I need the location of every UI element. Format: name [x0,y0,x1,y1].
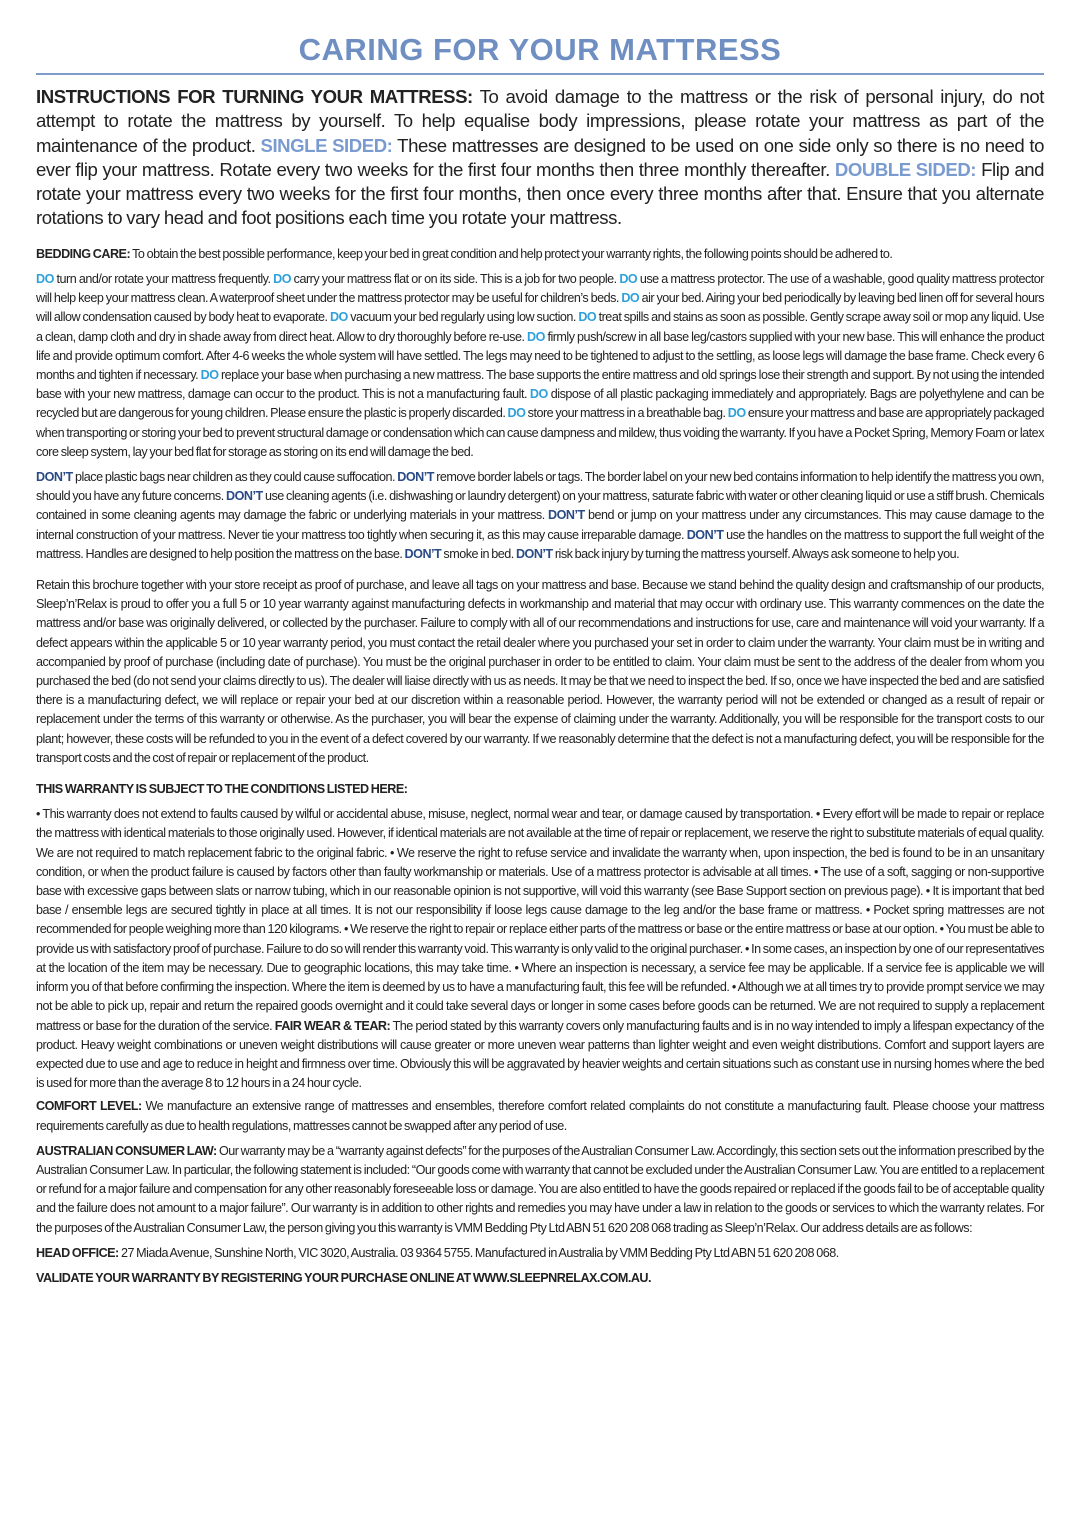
do-item: store your mattress in a breathable bag. [525,406,728,421]
dont-item: place plastic bags near children as they could cause suffocation. [72,470,398,485]
comfort-level-paragraph [36,1097,1044,1135]
comfort-level-heading: COMFORT LEVEL: [36,1099,142,1114]
bedding-care-text: To obtain the best possible performance, keep your bed in great condition and help protect your warranty rights, the following points should be adhered to. [130,246,893,261]
dont-paragraph [36,468,1044,564]
consumer-law-heading: AUSTRALIAN CONSUMER LAW: [36,1143,217,1158]
bedding-care-heading: BEDDING CARE: [36,246,131,261]
dont-item: use cleaning agents (i.e. dishwashing or laundry detergent) on your mattress, saturate fabric with water or other cleaning liquid or use a stiff brush. Chemicals contained in some cleaning agents may damage the fabric or underlying materials in your mattress. [36,489,1044,523]
single-sided-label: SINGLE SIDED: [260,134,393,156]
do-label: DO [619,271,638,286]
consumer-law-paragraph [36,1142,1044,1238]
consumer-law-text: Our warranty may be a “warranty against defects” for the purposes of the Australian Consumer Law. Accordingly, this section sets out the information prescribed by the Australian Consumer Law. In particular, the following statement is included: “Our goods come with warranty that cannot be excluded under the Australian Consumer Law. You are entitled to a replacement or refund for a major failure and compensation for any other reasonably foreseeable loss or damage. You are also entitled to have the goods repaired or replaced if the goods fail to be of acceptable quality and the failure does not amount to a major failure”. Our warranty is in addition to other rights and remedies you may have under a law in relation to the goods or services to which the warranty relates. For the purposes of the Australian Consumer Law, the person giving you this warranty is VMM Bedding Pty Ltd ABN 51 620 208 068 trading as Sleep’n’Relax. Our address details are as follows: [36,1143,1044,1235]
head-office-paragraph [36,1244,1044,1263]
dont-label: DON’T [397,470,434,485]
dont-item: remove border labels or tags. The border label on your new bed contains information to help identify the mattress you own, should you have any future concerns. [36,470,1044,504]
do-label: DO [36,271,54,286]
turning-heading: INSTRUCTIONS FOR TURNING YOUR MATTRESS: [36,86,473,107]
dont-item: bend or jump on your mattress under any circumstances. This may cause damage to the internal construction of your mattress. Never tie your mattress too tightly when securing it, as this may cause irreparable damage. [36,508,1044,542]
fair-wear-text: The period stated by this warranty covers only manufacturing faults and is in no way intended to imply a lifespan expectancy of the product. Heavy weight combinations or uneven weight distributions will cause greater or more uneven wear patterns than lighter weight and even weight distributions. Comfort and support layers are expected due to use and age to reduce in height and firmness over time. Obviously this will be aggravated by heavier weights and certain situations such as constant use in nursing homes where the bed is used for more than the average 8 to 12 hours in a 24 hour cycle. [36,1018,1044,1091]
conditions-paragraph [36,805,1044,1093]
do-item: air your bed. Airing your bed periodically by leaving bed linen off for several hours will allow condensation caused by body heat to evaporate. [36,291,1044,325]
do-label: DO [529,387,548,402]
document-page [36,30,1044,1294]
dont-label: DON’T [36,470,73,485]
dont-label: DON’T [226,489,263,504]
do-label: DO [329,310,348,325]
do-item: firmly push/screw in all base leg/castors supplied with your new base. This will enhance the product life and provide optimum comfort. After 4-6 weeks the whole system will have settled. The legs may need to be tightened to adjust to the settling, as loose legs will damage the base frame. Check every 6 months and tighten if necessary. [36,329,1044,382]
do-item: dispose of all plastic packaging immediately and appropriately. Bags are polyethylene and can be recycled but are dangerous for young children. Please ensure the plastic is properly discarded. [36,387,1044,421]
single-sided-text: These mattresses are designed to be used on one side only so there is no need to ever flip your mattress. Rotate every two weeks for the first four months then three monthly thereafter. [36,134,1044,180]
do-label: DO [200,368,219,382]
dont-item: use the handles on the mattress to support the full weight of the mattress. Handles are designed to help position the mattress on the base. [36,527,1044,561]
do-label: DO [273,271,292,286]
dont-label: DON’T [515,546,553,561]
dont-label: DON’T [404,546,442,561]
do-label: DO [727,406,746,421]
conditions-text: • This warranty does not extend to faults caused by wilful or accidental abuse, misuse, neglect, normal wear and tear, or damage caused by transportation. • Every effort will be made to repair or replace the mattress with identical materials to those originally used. However, if identical materials are not available at the time of repair or replacement, we reserve the right to substitute materials of equal quality. We are not required to match replacement fabric to the original fabric. • We reserve the right to refuse service and invalidate the warranty when, upon inspection, the bed is found to be in an unsanitary condition, or when the product failure is caused by factors other than faulty workmanship or materials. Use of a mattress protector is advisable at all times. • The use of a soft, sagging or non-supportive base with excessive gaps between slats or narrow tubing, which in our reasonable opinion is not supportive, will void this warranty (see Base Support section on previous page). • It is important that bed base / ensemble legs are secured tightly in place at all times. It is not our responsibility if loose legs cause damage to the leg and/or the base frame or mattress. • Pocket spring mattresses are not recommended for people weighing more than 120 kilograms. • We reserve the right to repair or replace either parts of the mattress or base or the entire mattress or base at our option. • You must be able to provide us with satisfactory proof of purchase. Failure to do so will render this warranty void. This warranty is only valid to the original purchaser. • In some cases, an inspection by one of our representatives at the location of the item may be necessary. Due to geographic locations, this may take time. • Where an inspection is necessary, a service fee may be applicable. If a service fee is applicable we will inform you of that before confirming the inspection. Where the item is deemed by us to have a manufacturing fault, this fee will be refunded. • Although we at all times try to provide prompt service we may not be able to pick up, repair and return the repaired goods overnight and it could take several days or longer in some cases before goods can be returned. We are not required to supply a replacement mattress or base for the duration of the service. [36,807,1044,1033]
head-office-text: 27 Miada Avenue, Sunshine North, VIC 3020, Australia. 03 9364 5755. Manufactured in Australia by VMM Bedding Pty Ltd ABN 51 620 208 068. [118,1245,839,1260]
dont-item: smoke in bed. [441,546,516,561]
head-office-heading: HEAD OFFICE: [36,1245,119,1260]
comfort-level-text: We manufacture an extensive range of mattresses and ensembles, therefore comfort related complaints do not constitute a manufacturing fault. Please choose your mattress requirements carefully as due to health regulations, mattresses cannot be swapped after any period of use. [36,1099,1044,1133]
double-sided-label: DOUBLE SIDED: [834,158,977,180]
double-sided-text: Flip and rotate your mattress every two weeks for the first four months, then once every three months after that. Ensure that you alternate rotations to vary head and foot positions each time you rotate your mattress. [36,158,1045,229]
warranty-paragraph: Retain this brochure together with your store receipt as proof of purchase, and leave all tags on your mattress and base. Because we stand behind the quality design and craftsmanship of our products, Sleep’n’Relax is proud to offer you a full 5 or 10 year warranty against manufacturing defects in workmanship and material that may occur with ordinary use. This warranty commences on the date the mattress and/or base was originally delivered, or collected by the purchaser. Failure to comply with all of our recommendations and instructions for use, care and maintenance will void your warranty. If a defect appears within the applicable 5 or 10 year warranty period, you must contact the retail dealer where you purchased your set in order to claim under the warranty. Your claim must be in writing and accompanied by proof of purchase (including date of purchase). You must be the original purchaser in order to be entitled to claim. Your claim must be sent to the address of the dealer from whom you purchased the bed (do not send your claims directly to us). The dealer will liaise directly with us as needs. It may be that we need to inspect the bed. If so, once we have inspected the bed and are satisfied there is a manufacturing defect, we will replace or repair your bed at our discretion within a reasonable period. However, the warranty period will not be extended or changed as a result of repair or replacement under the terms of this warranty or otherwise. As the purchaser, you will bear the expense of claiming under the warranty. Additionally, you will be responsible for the transport costs to our plant; however, these costs will be refunded to you in the event of a defect covered by our warranty. If we reasonably determine that the defect is not a manufacturing defect, you will be responsible for the transport costs and the cost of repair or replacement of the product. [36,578,1044,765]
title-divider [36,73,1044,75]
do-paragraph [36,270,1044,462]
page-title: CARING FOR YOUR MATTRESS [298,32,782,67]
do-label: DO [578,310,597,325]
do-item: treat spills and stains as soon as possible. Gently scrape away soil or mop any liquid. Use a clean, damp cloth and dry in shade away from direct heat. Allow to dry thoroughly before re-use. [36,310,1044,344]
turning-text: To avoid damage to the mattress or the risk of personal injury, do not attempt to rotate the mattress by yourself. To help equalise body impressions, please rotate your mattress as part of the maintenance of the product. [36,86,1044,156]
do-label: DO [621,291,640,306]
dont-label: DON’T [548,508,585,523]
dont-item: risk back injury by turning the mattress yourself. Always ask someone to help you. [552,546,960,561]
conditions-heading: THIS WARRANTY IS SUBJECT TO THE CONDITIONS LISTED HERE: [36,782,408,797]
do-item: carry your mattress flat or on its side. This is a job for two people. [291,271,620,286]
dont-label: DON’T [686,527,724,542]
do-label: DO [527,329,545,344]
do-label: DO [507,406,526,421]
validate-warranty-notice: VALIDATE YOUR WARRANTY BY REGISTERING YOUR PURCHASE ONLINE AT WWW.SLEEPNRELAX.COM.AU. [36,1270,652,1285]
fair-wear-heading: FAIR WEAR & TEAR: [274,1018,391,1033]
turning-instructions [36,85,1044,231]
do-item: use a mattress protector. The use of a washable, good quality mattress protector will help keep your mattress clean. A waterproof sheet under the mattress protector may be useful for children’s beds. [36,271,1044,306]
do-item: vacuum your bed regularly using low suction. [347,310,579,325]
do-item: turn and/or rotate your mattress frequently. [53,271,274,286]
do-item: replace your base when purchasing a new mattress. The base supports the entire mattress and old springs lose their strength and support. By not using the intended base with your new mattress, damage can occur to the product. This is not a manufacturing fault. [36,368,1044,402]
bedding-care-paragraph [36,245,1044,264]
do-item: ensure your mattress and base are appropriately packaged when transporting or storing your bed to prevent structural damage or condensation which can cause dampness and mildew, thus voiding the warranty. If you have a Pocket Spring, Memory Foam or latex core sleep system, lay your bed flat for storage as storing on its end will damage the bed. [36,406,1044,459]
